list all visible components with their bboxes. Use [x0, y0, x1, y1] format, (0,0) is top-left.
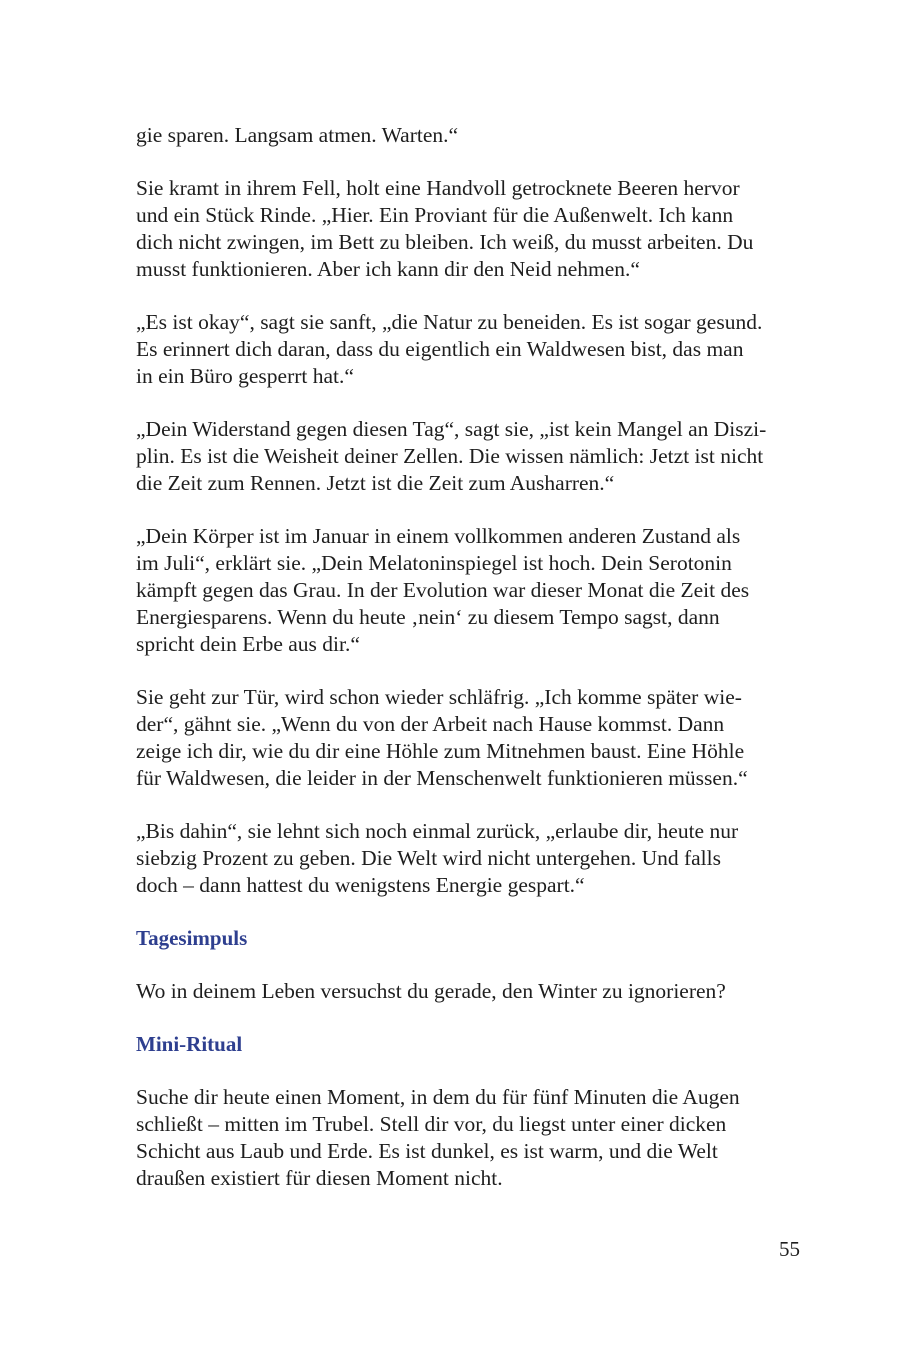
text-line: dich nicht zwingen, im Bett zu bleiben. Ich weiß, du musst arbeiten. Du — [136, 230, 754, 254]
page-number: 55 — [779, 1237, 800, 1261]
text-line: doch – dann hattest du wenigstens Energie gespart.“ — [136, 873, 585, 897]
text-line: kämpft gegen das Grau. In der Evolution war dieser Monat die Zeit des — [136, 578, 750, 602]
paragraph-6 — [136, 684, 800, 792]
text-line: „Es ist okay“, sagt sie sanft, „die Natur zu beneiden. Es ist sogar gesund. — [136, 310, 763, 334]
text-line: plin. Es ist die Weisheit deiner Zellen. Die wissen nämlich: Jetzt ist nicht — [136, 444, 764, 468]
text-line: für Waldwesen, die leider in der Menschenwelt funktionieren müssen.“ — [136, 766, 748, 790]
text-line: Es erinnert dich daran, dass du eigentlich ein Waldwesen bist, das man — [136, 337, 744, 361]
text-line: Energiesparens. Wenn du heute ‚nein‘ zu diesem Tempo sagst, dann — [136, 605, 720, 629]
paragraph-2 — [136, 175, 800, 283]
mini-ritual-heading: Mini-Ritual — [136, 1032, 243, 1056]
text-line: in ein Büro gesperrt hat.“ — [136, 364, 354, 388]
text-line: „Bis dahin“, sie lehnt sich noch einmal zurück, „erlaube dir, heute nur — [136, 819, 739, 843]
text-line: spricht dein Erbe aus dir.“ — [136, 632, 360, 656]
mini-ritual-text — [136, 1084, 800, 1192]
text-line: der“, gähnt sie. „Wenn du von der Arbeit nach Hause kommst. Dann — [136, 712, 725, 736]
text-line: und ein Stück Rinde. „Hier. Ein Proviant für die Außenwelt. Ich kann — [136, 203, 734, 227]
text-line: zeige ich dir, wie du dir eine Höhle zum Mitnehmen baust. Eine Höhle — [136, 739, 745, 763]
text-line: schließt – mitten im Trubel. Stell dir vor, du liegst unter einer dicken — [136, 1112, 727, 1136]
text-line: siebzig Prozent zu geben. Die Welt wird nicht untergehen. Und falls — [136, 846, 721, 870]
text-line: „Dein Widerstand gegen diesen Tag“, sagt sie, „ist kein Mangel an Diszi- — [136, 417, 767, 441]
text-line: Sie geht zur Tür, wird schon wieder schläfrig. „Ich komme später wie- — [136, 685, 742, 709]
paragraph-7 — [136, 818, 800, 899]
paragraph-3 — [136, 309, 800, 390]
paragraph-1 — [136, 122, 800, 149]
text-line: die Zeit zum Rennen. Jetzt ist die Zeit zum Ausharren.“ — [136, 471, 615, 495]
text-line: draußen existiert für diesen Moment nicht. — [136, 1166, 503, 1190]
tagesimpuls-heading: Tagesimpuls — [136, 926, 248, 950]
text-line: Sie kramt in ihrem Fell, holt eine Handvoll getrocknete Beeren hervor — [136, 176, 740, 200]
page-body — [136, 122, 800, 1218]
text-line: im Juli“, erklärt sie. „Dein Melatoninspiegel ist hoch. Dein Serotonin — [136, 551, 732, 575]
text-line: Suche dir heute einen Moment, in dem du für fünf Minuten die Augen — [136, 1085, 740, 1109]
text-line: Schicht aus Laub und Erde. Es ist dunkel, es ist warm, und die Welt — [136, 1139, 718, 1163]
text-line: „Dein Körper ist im Januar in einem vollkommen anderen Zustand als — [136, 524, 741, 548]
text-line: Wo in deinem Leben versuchst du gerade, den Winter zu ignorieren? — [136, 979, 726, 1003]
paragraph-4 — [136, 416, 800, 497]
text-line: gie sparen. Langsam atmen. Warten.“ — [136, 123, 459, 147]
paragraph-5 — [136, 523, 800, 658]
text-line: musst funktionieren. Aber ich kann dir den Neid nehmen.“ — [136, 257, 640, 281]
tagesimpuls-text — [136, 978, 800, 1005]
